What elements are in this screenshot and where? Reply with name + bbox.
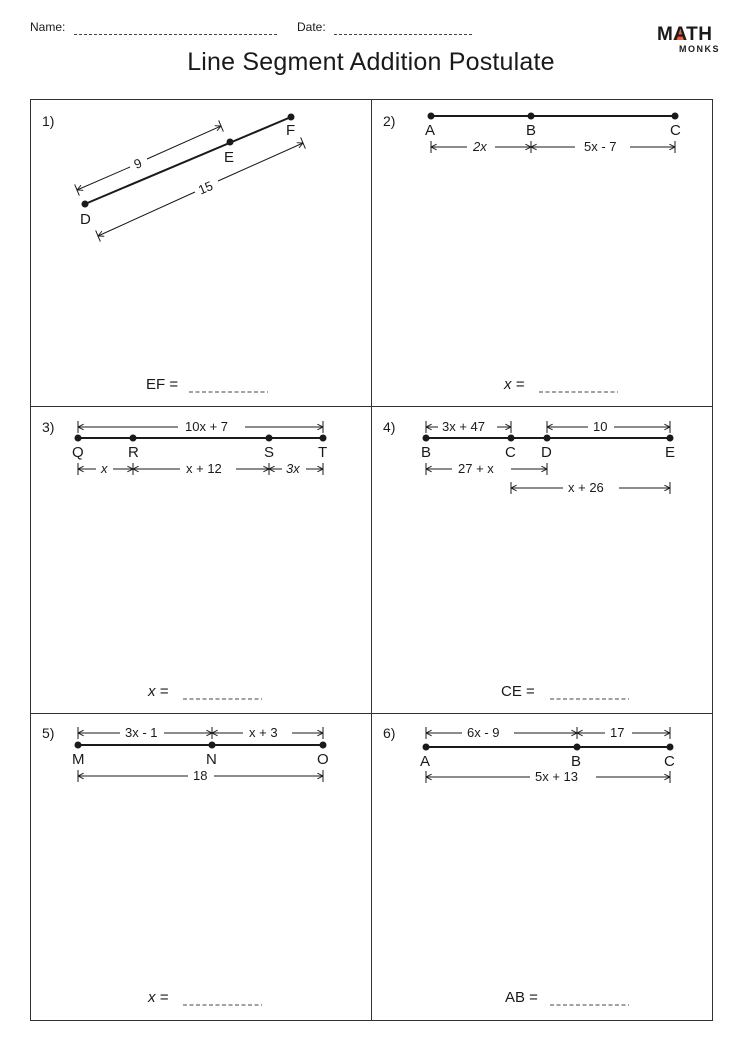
measure-label: 5x - 7 — [584, 139, 617, 154]
point-dot — [75, 435, 82, 442]
measure-label: 18 — [193, 768, 208, 783]
answer-prompt: x = — [148, 683, 169, 700]
measure-label: x — [101, 461, 108, 476]
measure-label: 27 + x — [458, 461, 494, 476]
point-dot — [667, 435, 674, 442]
measure-label: 10x + 7 — [185, 419, 229, 434]
logo-subtext: MONKS — [679, 44, 720, 54]
point-dot — [288, 114, 295, 121]
measure-label: x + 26 — [568, 480, 604, 495]
point-label: O — [317, 751, 329, 768]
point-label: B — [571, 753, 582, 770]
measure-label: 3x — [286, 461, 300, 476]
grid-lines — [31, 100, 713, 1021]
measure-label: 3x + 47 — [442, 419, 486, 434]
point-label: B — [421, 444, 432, 461]
measure-label: 10 — [593, 419, 608, 434]
point-label: T — [318, 444, 328, 461]
point-dot — [266, 435, 273, 442]
point-dot — [672, 113, 679, 120]
measure-arrow — [77, 167, 130, 190]
point-label: N — [206, 751, 217, 768]
point-dot — [320, 435, 327, 442]
point-label: S — [264, 444, 275, 461]
problem-3 — [42, 419, 327, 700]
page-title: Line Segment Addition Postulate — [187, 48, 555, 76]
measure-label: 2x — [473, 139, 487, 154]
point-dot — [209, 742, 216, 749]
problem-6 — [383, 725, 675, 1006]
point-label: D — [541, 444, 552, 461]
measure-label: 6x - 9 — [467, 725, 500, 740]
problem-1 — [42, 113, 305, 393]
measure-label: 5x + 13 — [535, 769, 579, 784]
problem-4 — [383, 419, 675, 700]
point-label: Q — [72, 444, 84, 461]
measure-tick — [301, 137, 306, 148]
problem-number: 2) — [383, 113, 396, 129]
measure-tick — [96, 230, 101, 241]
point-label: E — [665, 444, 676, 461]
measure-arrow — [98, 192, 195, 236]
problem-number: 4) — [383, 419, 396, 435]
point-label: M — [72, 751, 85, 768]
point-dot — [423, 744, 430, 751]
answer-prompt: AB = — [505, 989, 538, 1006]
point-dot — [130, 435, 137, 442]
point-label: B — [526, 122, 537, 139]
point-dot — [423, 435, 430, 442]
point-dot — [528, 113, 535, 120]
point-label: C — [670, 122, 681, 139]
measure-tick — [75, 184, 80, 195]
problem-number: 3) — [42, 419, 55, 435]
measure-label: x + 3 — [249, 725, 278, 740]
answer-prompt: CE = — [501, 683, 535, 700]
point-dot — [320, 742, 327, 749]
point-dot — [574, 744, 581, 751]
measure-label: x + 12 — [186, 461, 222, 476]
point-dot — [667, 744, 674, 751]
name-label: Name: — [30, 20, 66, 34]
problem-5 — [42, 725, 329, 1006]
logo-text: MATH — [657, 24, 713, 45]
point-dot — [75, 742, 82, 749]
point-label: C — [664, 753, 675, 770]
point-label: C — [505, 444, 516, 461]
point-dot — [544, 435, 551, 442]
point-label: D — [80, 211, 91, 228]
point-label: F — [286, 122, 296, 139]
point-label: R — [128, 444, 139, 461]
measure-label: 3x - 1 — [125, 725, 158, 740]
measure-label: 9 — [131, 155, 145, 172]
problem-number: 6) — [383, 725, 396, 741]
point-dot — [428, 113, 435, 120]
problem-number: 5) — [42, 725, 55, 741]
problem-number: 1) — [42, 113, 55, 129]
measure-label: 17 — [610, 725, 625, 740]
measure-arrow — [147, 126, 221, 159]
point-dot — [82, 201, 89, 208]
point-dot — [508, 435, 515, 442]
point-label: A — [425, 122, 436, 139]
problem-2 — [383, 113, 681, 394]
point-dot — [227, 139, 234, 146]
segment-df — [85, 117, 291, 204]
measure-label: 15 — [195, 178, 216, 198]
answer-prompt: x = — [148, 989, 169, 1006]
answer-prompt: EF = — [146, 376, 179, 393]
answer-prompt: x = — [504, 376, 525, 393]
measure-tick — [219, 120, 224, 131]
date-label: Date: — [297, 20, 326, 34]
point-label: A — [420, 753, 431, 770]
point-label: E — [224, 149, 235, 166]
